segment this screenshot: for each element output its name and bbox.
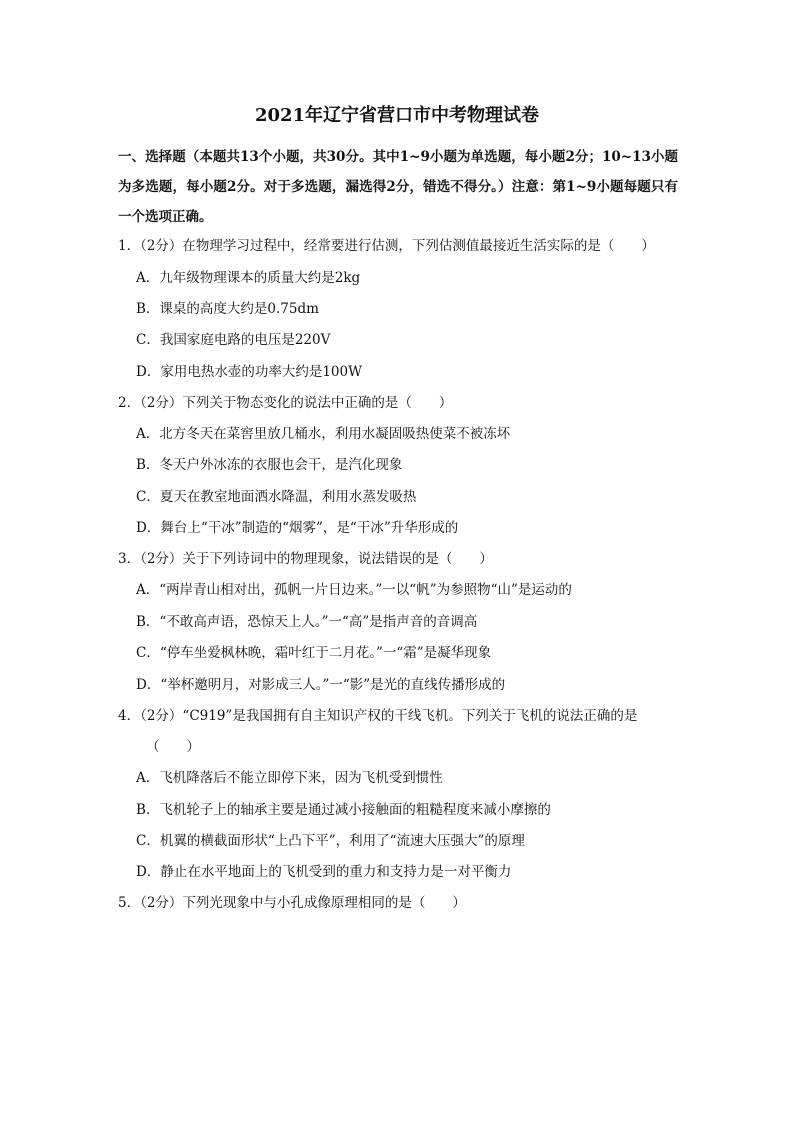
question-3-option-a: A．“两岸青山相对出，孤帆一片日边来。”一以“帆”为参照物“山”是运动的 bbox=[136, 582, 572, 598]
question-4-option-d: D．静止在水平地面上的飞机受到的重力和支持力是一对平衡力 bbox=[136, 864, 512, 880]
section-heading: 一、选择题（本题共13个小题，共30分。其中1~9小题为单选题，每小题2分；10~13小题为多选题，每小题2分。对于多选题，漏选得2分，错选不得分。）注意：第1~9小题每题只有一个选项正确。 bbox=[118, 149, 678, 225]
question-1-option-c: C．我国家庭电路的电压是220V bbox=[136, 332, 331, 348]
question-2-option-a: A．北方冬天在菜窖里放几桶水，利用水凝固吸热使菜不被冻坏 bbox=[136, 426, 511, 442]
question-1-option-d: D．家用电热水壶的功率大约是100W bbox=[136, 364, 362, 380]
question-3-option-b: B．“不敢高声语，恐惊天上人。”一“高”是指声音的音调高 bbox=[136, 614, 478, 630]
question-2-option-b: B．冬天户外冰冻的衣服也会干，是汽化现象 bbox=[136, 457, 403, 473]
exam-title: 2021年辽宁省营口市中考物理试卷 bbox=[254, 105, 540, 126]
question-1-stem: 1．（2分）在物理学习过程中，经常要进行估测，下列估测值最接近生活实际的是（ ） bbox=[118, 238, 655, 254]
question-4-stem: 4．（2分）“C919”是我国拥有自主知识产权的干线飞机。下列关于飞机的说法正确的是 bbox=[118, 708, 638, 724]
question-3-option-d: D．“举杯邀明月，对影成三人。”一“影”是光的直线传播形成的 bbox=[136, 677, 506, 693]
question-5-stem: 5．（2分）下列光现象中与小孔成像原理相同的是（ ） bbox=[118, 895, 466, 911]
question-4-option-a: A．飞机降落后不能立即停下来，因为飞机受到惯性 bbox=[136, 770, 443, 786]
question-1-option-a: A．九年级物理课本的质量大约是2kg bbox=[136, 270, 361, 286]
question-3-stem: 3．（2分）关于下列诗词中的物理现象，说法错误的是（ ） bbox=[118, 551, 493, 567]
question-4-option-c: C．机翼的横截面形状“上凸下平”，利用了“流速大压强大”的原理 bbox=[136, 833, 525, 849]
question-2-option-c: C．夏天在教室地面洒水降温，利用水蒸发吸热 bbox=[136, 489, 417, 505]
question-4-option-b: B．飞机轮子上的轴承主要是通过减小接触面的粗糙程度来减小摩擦的 bbox=[136, 802, 551, 818]
question-2-option-d: D．舞台上“干冰”制造的“烟雾”，是“干冰”升华形成的 bbox=[136, 520, 459, 536]
question-1-option-b: B．课桌的高度大约是0.75dm bbox=[136, 301, 319, 317]
question-4-stem-cont: （ ） bbox=[146, 739, 200, 755]
question-3-option-c: C．“停车坐爱枫林晚，霜叶红于二月花。”一“霜”是凝华现象 bbox=[136, 645, 492, 661]
question-2-stem: 2．（2分）下列关于物态变化的说法中正确的是（ ） bbox=[118, 395, 453, 411]
